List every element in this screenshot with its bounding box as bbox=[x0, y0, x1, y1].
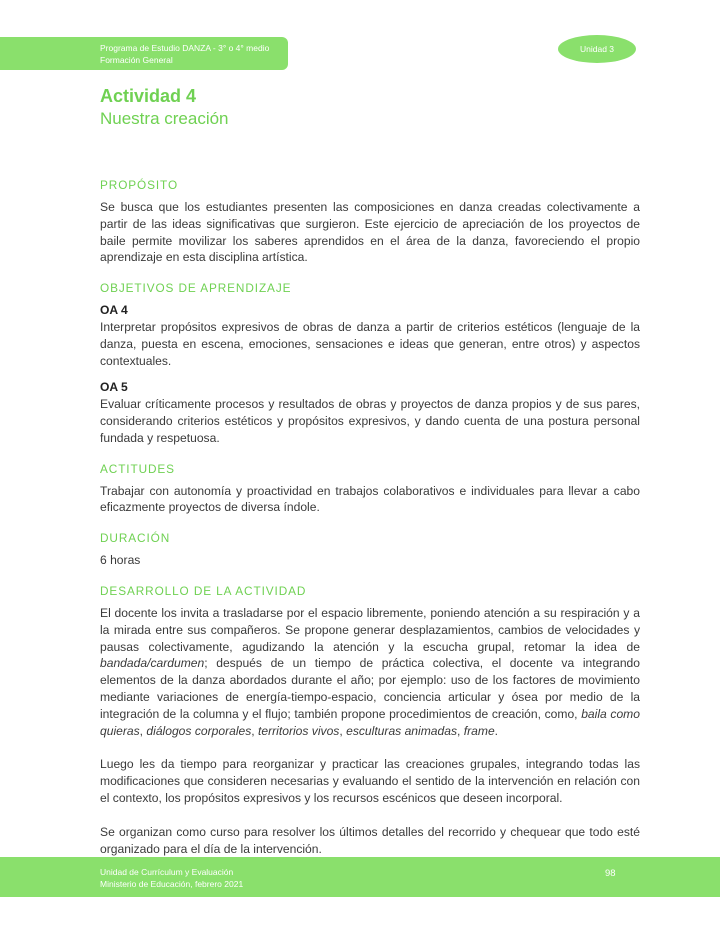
program-title: Programa de Estudio DANZA - 3° o 4° medio bbox=[100, 43, 270, 53]
actitudes-heading: ACTITUDES bbox=[100, 461, 175, 476]
program-subtitle: Formación General bbox=[100, 55, 173, 65]
header-band bbox=[0, 37, 288, 70]
oa4-text: Interpretar propósitos expresivos de obras de danza a partir de criterios estéticos (lenguaje de la danza, puesta en escena, emociones, sensaciones e ideas que generan, entre otros) y aspectos contextuales. bbox=[100, 319, 640, 368]
proposito-text: Se busca que los estudiantes presenten las composiciones en danza creadas colectivamente a partir de las ideas significativas que surgieron. Este ejercicio de apreciación de los proyectos de baile permite movilizar los saberes aprendidos en el área de la danza, favoreciendo el propio aprendizaje en esta disciplina artística. bbox=[100, 200, 640, 265]
objetivos-heading: OBJETIVOS DE APRENDIZAJE bbox=[100, 281, 292, 296]
duracion-heading: DURACIÓN bbox=[100, 531, 171, 546]
footer-band bbox=[0, 857, 720, 897]
activity-title: Actividad 4 bbox=[100, 86, 197, 106]
oa5-text: Evaluar críticamente procesos y resultados de obras y proyectos de danza propios y de sus pares, considerando criterios estéticos y propósitos expresivos, y dando cuenta de una postura personal fundada y respetuosa. bbox=[100, 397, 640, 445]
desarrollo-paragraph-3: Se organizan como curso para resolver los últimos detalles del recorrido y chequear que todo esté organizado para el día de la intervención. bbox=[100, 824, 640, 856]
duracion-text: 6 horas bbox=[100, 553, 141, 568]
actitudes-text: Trabajar con autonomía y proactividad en trabajos colaborativos e individuales para llevar a cabo eficazmente proyectos de diversa índole. bbox=[100, 483, 640, 515]
footer-line-2: Ministerio de Educación, febrero 2021 bbox=[100, 879, 244, 889]
desarrollo-paragraph-2: Luego les da tiempo para reorganizar y practicar las creaciones grupales, integrando todas las modificaciones que consideren necesarias y evaluando el sentido de la intervención en relación con el contexto, los propósitos expresivos y los recursos escénicos que deseen incorporal. bbox=[100, 757, 640, 805]
desarrollo-heading: DESARROLLO DE LA ACTIVIDAD bbox=[100, 583, 307, 598]
proposito-heading: PROPÓSITO bbox=[100, 178, 179, 192]
activity-title-block bbox=[100, 85, 640, 130]
oa5-code: OA 5 bbox=[100, 380, 128, 395]
page-content bbox=[100, 177, 640, 857]
page-number: 98 bbox=[605, 868, 616, 879]
unit-badge: Unidad 3 bbox=[558, 35, 636, 63]
activity-subtitle: Nuestra creación bbox=[100, 109, 229, 128]
footer-line-1: Unidad de Currículum y Evaluación bbox=[100, 867, 234, 877]
oa4-code: OA 4 bbox=[100, 303, 128, 318]
desarrollo-paragraph-1: El docente los invita a trasladarse por el espacio libremente, poniendo atención a su respiración y a la mirada entre sus compañeros. Se propone generar desplazamientos, cambios de velocidades y pausas colectivamente, agudizando la atención y la escucha grupal, retomar la idea de bandada/cardumen; después de un tiempo de práctica colectiva, el docente va integrando elementos de la danza abordados durante el año; por ejemplo: uso de los factores de movimiento mediante variaciones de energía-tiempo-espacio, conciencia articular y ósea por medio de la integración de la columna y el flujo; también propone procedimientos de creación, como, baila como quieras, diálogos corporales, territorios vivos, esculturas animadas, frame. bbox=[100, 605, 640, 738]
footer-text bbox=[100, 866, 243, 890]
